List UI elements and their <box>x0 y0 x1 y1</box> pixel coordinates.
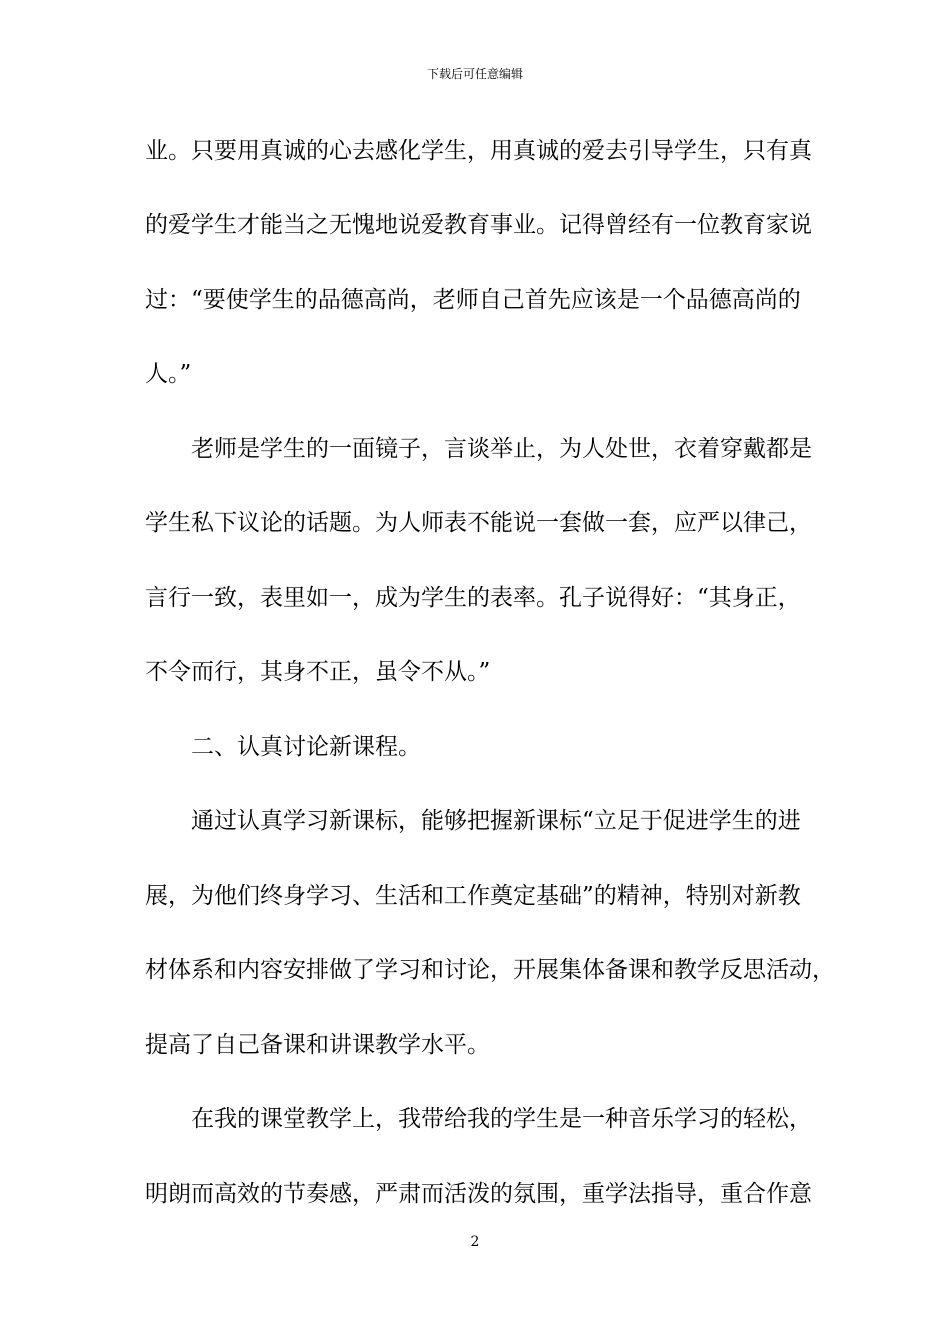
text-line: 通过认真学习新课标，能够把握新课标“立足于促进学生的进 <box>191 808 801 834</box>
text-line: 业。只要用真诚的心去感化学生，用真诚的爱去引导学生，只有真 <box>145 138 812 164</box>
text-line: 展，为他们终身学习、生活和工作奠定基础”的精神，特别对新教 <box>145 883 801 909</box>
section-heading: 二、认真讨论新课程。 <box>191 734 421 760</box>
page-number: 2 <box>470 1234 480 1250</box>
text-line: 材体系和内容安排做了学习和讨论，开展集体备课和教学反思活动， <box>145 957 835 983</box>
text-line: 不令而行，其身不正，虽令不从。” <box>145 659 491 685</box>
text-line: 的爱学生才能当之无愧地说爱教育事业。记得曾经有一位教育家说 <box>145 212 812 238</box>
text-line: 人。” <box>145 361 192 387</box>
text-line: 言行一致，表里如一，成为学生的表率。孔子说得好：“其身正， <box>145 585 801 611</box>
text-line: 提高了自己备课和讲课教学水平。 <box>145 1032 490 1058</box>
text-line: 明朗而高效的节奏感，严肃而活泼的氛围，重学法指导，重合作意 <box>145 1181 812 1207</box>
page-header: 下载后可任意编辑 <box>426 67 523 81</box>
text-line: 过：“要使学生的品德高尚，老师自己首先应该是一个品德高尚的 <box>145 287 801 313</box>
text-line: 在我的课堂教学上，我带给我的学生是一种音乐学习的轻松， <box>191 1106 812 1132</box>
text-line: 学生私下议论的话题。为人师表不能说一套做一套，应严以律己， <box>145 510 812 536</box>
text-line: 老师是学生的一面镜子，言谈举止，为人处世，衣着穿戴都是 <box>191 436 812 462</box>
